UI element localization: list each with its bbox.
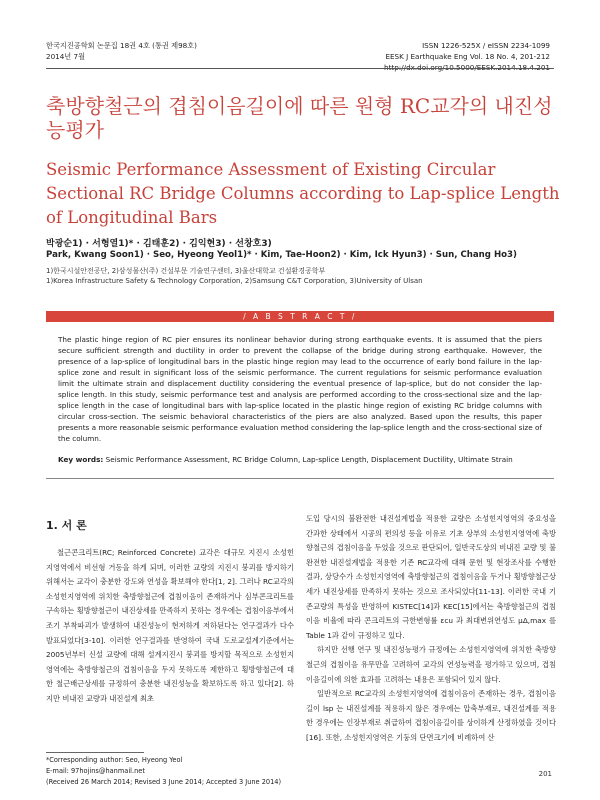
author-email[interactable]: E-mail: 97hojins@hanmail.net	[46, 767, 145, 775]
page-number: 201	[538, 770, 552, 778]
abstract-text: The plastic hinge region of RC pier ensures its nonlinear behavior during strong earthquake events. It is assumed that the piers secure sufficient strength and ductility in order to prevent the collapse of the bridge during strong earthquake. However, the presence of a lap-splice of longitudinal bars in the plastic hinge region may lead to the occurrence of early bond failure in the lap-splice zone and result in significant loss of the seismic performance. The current regulations for seismic performance evaluation limit the ultimate strain and displacement ductility considering the eventual presence of lap-splice, but do not consider the lap-splice length. In this study, seismic performance test and analysis are performed according to the cross-sectional size and the lap-splice length in the case of longitudinal bars with lap-splice located in the plastic hinge region of existing RC bridge columns with circular cross-section. The seismic behavioral characteristics of the piers are also analyzed. Based upon the results, this paper presents a more reasonable seismic performance evaluation method considering the lap-splice length and the cross-sectional size of the column.	[58, 335, 542, 443]
footnote	[46, 755, 281, 788]
authors-english: Park, Kwang Soon1) · Seo, Hyeong Yeol1)* · Kim, Tae-Hoon2) · Kim, Ick Hyun3) · Sun, Chang Ho3)	[46, 250, 517, 260]
body-column-right	[306, 512, 556, 746]
intro-paragraph-2: 도입 당시의 불완전한 내진설계법을 적용한 교량은 소성힌지영역의 중요성을 간과한 상태에서 시공의 편의성 등을 이유로 기초 상부의 소성힌지영역에 축방향철근의 겹침이음을 두었을 것으로 판단되어, 일반국도상의 비내진 교량 및 불완전한 내진설계법을 적용한 기존 RC교각에 대해 문헌 및 현장조사를 수행한 결과, 상당수가 소성힌지영역에 축방향철근의 겹침이음을 두거나 횡방향철근상세가 내진상세를 만족하지 못하는 것으로 조사되었다[11-13]. 이러한 국내 기존교량의 특성을 반영하여 KISTEC[14]과 KEC[15]에서는 축방향철근의 겹침이음 비율에 따라 콘크리트의 극한변형률 εcu 과 최대변위연성도 μΔ,max 를 Table 1과 같이 규정하고 있다.	[306, 514, 556, 640]
title-korean: 축방향철근의 겹침이음길이에 따른 원형 RC교각의 내진성능평가	[46, 94, 553, 142]
abstract-heading: / A B S T R A C T /	[46, 311, 554, 322]
header-divider	[46, 68, 554, 69]
abstract-divider	[46, 478, 554, 479]
journal-volume: EESK J Earthquake Eng Vol. 18 No. 4, 201-212	[385, 52, 550, 61]
issn: ISSN 1226-525X / eISSN 2234-1099	[422, 41, 550, 50]
doi-link[interactable]: http://dx.doi.org/10.5000/EESK.2014.18.4.201	[384, 63, 550, 72]
journal-date: 2014년 7월	[46, 52, 86, 61]
footnote-divider	[46, 752, 144, 753]
intro-paragraph-1: 철근콘크리트(RC; Reinforced Concrete) 교각은 대규모 지진시 소성힌지영역에서 비선형 거동을 하게 되며, 이러한 교량의 지진시 붕괴를 방지하기 위해서는 교각이 충분한 강도와 연성을 확보해야 한다[1, 2]. 그러나 RC교각의 소성힌지영역에 위치한 축방향철근에 겹침이음이 존재하거나 심부콘크리트를 구속하는 횡방향철근이 내진상세를 만족하지 못하는 경우에는 겹침이음부에서 조기 부착파괴가 발생하여 내진성능이 현저하게 저하된다는 연구결과가 다수 발표되었다[3-10]. 이러한 연구결과를 반영하여 국내 도로교설계기준에서는 2005년부터 신설 교량에 대해 설계지진시 붕괴를 방지할 목적으로 소성힌지영역에는 축방향철근의 겹침이음을 두지 못하도록 제한하고 횡방향철근에 대한 철근배근상세를 규정하여 충분한 내진성능을 확보하도록 하고 있다[2]. 하지만 비내진 교량과 내진설계 최초	[46, 548, 294, 703]
received-dates: (Received 26 March 2014; Revised 3 June 2014; Accepted 3 June 2014)	[46, 778, 282, 786]
authors-korean: 박광순1) · 서형열1)* · 김태훈2) · 김익현3) · 선창호3)	[46, 239, 272, 249]
body-column-left	[46, 546, 294, 707]
intro-paragraph-4: 일반적으로 RC교각의 소성힌지영역에 겹침이음이 존재하는 경우, 겹침이음길이 lsp 는 내진설계를 적용하지 않은 경우에는 압축부재로, 내진설계를 적용한 경우에는 인장부재로 취급하여 겹침이음길이를 상이하게 산정하였을 것이다[16]. 또한, 소성힌지영역은 기둥의 단면크기에 비례하여 산	[306, 689, 556, 742]
affiliations-english: 1)Korea Infrastructure Safety & Technology Corporation, 2)Samsung C&T Corporation, 3)University of Ulsan	[46, 277, 423, 285]
keywords	[58, 454, 542, 465]
title-english: Seismic Performance Assessment of Existing Circular Sectional RC Bridge Columns according to Lap-splice Length of Longitudinal Bars	[46, 160, 560, 227]
keywords-list: Seismic Performance Assessment, RC Bridge Column, Lap-splice Length, Displacement Ductility, Ultimate Strain	[105, 455, 513, 464]
affiliations-korean: 1)한국시설안전공단, 2)삼성물산(주) 건설부문 기술연구센터, 3)울산대학교 건설환경공학부	[46, 267, 326, 275]
journal-header-left	[46, 40, 197, 62]
corresponding-author: *Corresponding author: Seo, Hyeong Yeol	[46, 756, 183, 764]
section-heading-introduction: 1. 서 론	[46, 519, 87, 532]
keywords-label: Key words:	[58, 455, 104, 464]
journal-name-korean: 한국지진공학회 논문집 18권 4호 (통권 제98호)	[46, 41, 197, 50]
intro-paragraph-3: 하지만 선행 연구 및 내진성능평가 규정에는 소성힌지영역에 위치한 축방향철근의 겹침이음 유무만을 고려하여 교각의 연성능력을 평가하고 있으며, 겹침이음길이에 의한 효과를 고려하는 내용은 포함되어 있지 않다.	[306, 645, 556, 684]
